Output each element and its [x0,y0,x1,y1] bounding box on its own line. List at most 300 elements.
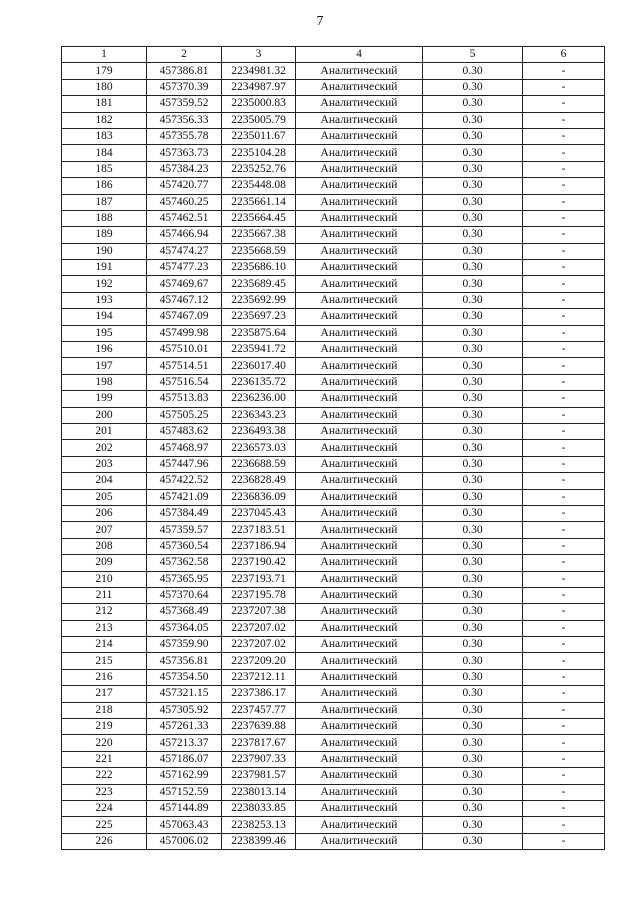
table-cell: - [523,587,605,603]
table-row [62,800,605,816]
table-cell: Аналитический [296,210,423,226]
table-row [62,456,605,472]
table-cell: - [523,276,605,292]
table-cell: Аналитический [296,178,423,194]
table-cell: Аналитический [296,358,423,374]
table-cell: Аналитический [296,555,423,571]
table-cell: 457513.83 [147,391,222,407]
table-cell: 2235104.28 [222,145,296,161]
table-cell: 206 [62,505,147,521]
table-cell: 0.30 [423,800,523,816]
table-cell: 0.30 [423,210,523,226]
table-cell: - [523,161,605,177]
table-cell: Аналитический [296,374,423,390]
table-cell: 457386.81 [147,63,222,79]
column-header: 5 [423,47,523,63]
table-row [62,128,605,144]
table-cell: 212 [62,604,147,620]
table-cell: 457162.99 [147,768,222,784]
table-cell: 2236493.38 [222,423,296,439]
table-cell: 185 [62,161,147,177]
table-row [62,473,605,489]
table-cell: - [523,620,605,636]
coordinates-table [61,46,605,850]
table-row [62,719,605,735]
table-cell: - [523,358,605,374]
table-cell: Аналитический [296,784,423,800]
column-header: 4 [296,47,423,63]
table-cell: 214 [62,637,147,653]
table-cell: 0.30 [423,522,523,538]
table-cell: 457364.05 [147,620,222,636]
table-row [62,194,605,210]
table-cell: 2235689.45 [222,276,296,292]
table-cell: 2237195.78 [222,587,296,603]
table-cell: Аналитический [296,538,423,554]
table-cell: 198 [62,374,147,390]
table-row [62,178,605,194]
table-row [62,407,605,423]
table-cell: Аналитический [296,604,423,620]
table-cell: Аналитический [296,653,423,669]
table-cell: - [523,128,605,144]
table-cell: - [523,719,605,735]
table-cell: - [523,292,605,308]
table-cell: 191 [62,260,147,276]
table-cell: 211 [62,587,147,603]
table-cell: 222 [62,768,147,784]
table-cell: 0.30 [423,292,523,308]
table-cell: 457362.58 [147,555,222,571]
table-cell: 187 [62,194,147,210]
table-cell: 457466.94 [147,227,222,243]
table-cell: 203 [62,456,147,472]
table-cell: 2236236.00 [222,391,296,407]
table-cell: 217 [62,686,147,702]
table-cell: 457420.77 [147,178,222,194]
table-cell: Аналитический [296,833,423,849]
table-cell: Аналитический [296,473,423,489]
table-row [62,751,605,767]
table-row [62,96,605,112]
table-cell: 219 [62,719,147,735]
table-row [62,161,605,177]
table-cell: - [523,522,605,538]
table-cell: Аналитический [296,292,423,308]
table-cell: 2238013.14 [222,784,296,800]
table-cell: 2235664.45 [222,210,296,226]
table-row [62,489,605,505]
table-row [62,210,605,226]
table-cell: 223 [62,784,147,800]
table-cell: 2235448.08 [222,178,296,194]
table-cell: 197 [62,358,147,374]
table-cell: 2237045.43 [222,505,296,521]
table-cell: Аналитический [296,145,423,161]
table-cell: 0.30 [423,112,523,128]
table-row [62,260,605,276]
table-body [62,63,605,850]
table-cell: 457510.01 [147,342,222,358]
table-cell: 196 [62,342,147,358]
table-cell: 0.30 [423,145,523,161]
table-cell: 220 [62,735,147,751]
table-cell: 202 [62,440,147,456]
table-row [62,587,605,603]
table-row [62,63,605,79]
table-cell: - [523,637,605,653]
table-row [62,79,605,95]
table-cell: 457462.51 [147,210,222,226]
table-cell: 2234987.97 [222,79,296,95]
table-row [62,145,605,161]
table-cell: Аналитический [296,768,423,784]
table-cell: 0.30 [423,391,523,407]
table-cell: 0.30 [423,456,523,472]
table-cell: 457467.12 [147,292,222,308]
table-cell: Аналитический [296,800,423,816]
table-cell: Аналитический [296,735,423,751]
table-cell: 457468.97 [147,440,222,456]
table-cell: 0.30 [423,423,523,439]
table-cell: Аналитический [296,194,423,210]
table-cell: 457144.89 [147,800,222,816]
table-cell: 180 [62,79,147,95]
table-cell: Аналитический [296,620,423,636]
table-cell: 0.30 [423,260,523,276]
table-cell: 226 [62,833,147,849]
table-cell: 0.30 [423,309,523,325]
table-row [62,342,605,358]
table-cell: - [523,96,605,112]
table-row [62,391,605,407]
table-cell: 2235011.67 [222,128,296,144]
table-cell: Аналитический [296,522,423,538]
table-cell: Аналитический [296,702,423,718]
table-cell: Аналитический [296,423,423,439]
table-row [62,637,605,653]
table-cell: 0.30 [423,571,523,587]
table-row [62,325,605,341]
table-cell: - [523,440,605,456]
table-cell: 0.30 [423,604,523,620]
table-cell: - [523,571,605,587]
table-cell: 0.30 [423,79,523,95]
table-cell: 2235252.76 [222,161,296,177]
table-cell: 2236828.49 [222,473,296,489]
table-cell: 457356.81 [147,653,222,669]
table-cell: - [523,374,605,390]
table-cell: 457447.96 [147,456,222,472]
table-row [62,292,605,308]
table-cell: - [523,63,605,79]
table-cell: 2237207.02 [222,637,296,653]
table-cell: 225 [62,817,147,833]
table-cell: 2235661.14 [222,194,296,210]
table-cell: 457469.67 [147,276,222,292]
table-cell: 2235692.99 [222,292,296,308]
table-cell: - [523,768,605,784]
table-cell: 182 [62,112,147,128]
table-cell: 457359.90 [147,637,222,653]
table-cell: 2235005.79 [222,112,296,128]
table-cell: 457063.43 [147,817,222,833]
table-cell: 457152.59 [147,784,222,800]
table-cell: - [523,79,605,95]
table-cell: 0.30 [423,505,523,521]
table-cell: 0.30 [423,178,523,194]
table-row [62,227,605,243]
table-cell: 457363.73 [147,145,222,161]
table-cell: 2237209.20 [222,653,296,669]
table-cell: 199 [62,391,147,407]
table-cell: - [523,243,605,259]
table-cell: - [523,194,605,210]
table-cell: 0.30 [423,407,523,423]
table-cell: Аналитический [296,571,423,587]
table-cell: 2234981.32 [222,63,296,79]
table-cell: 0.30 [423,784,523,800]
table-cell: Аналитический [296,342,423,358]
table-cell: 218 [62,702,147,718]
table-cell: 457359.57 [147,522,222,538]
table-cell: Аналитический [296,309,423,325]
table-row [62,620,605,636]
table-row [62,735,605,751]
table-cell: Аналитический [296,719,423,735]
table-cell: Аналитический [296,489,423,505]
table-cell: 2235000.83 [222,96,296,112]
table-cell: 181 [62,96,147,112]
table-cell: - [523,669,605,685]
table-cell: 224 [62,800,147,816]
table-cell: 188 [62,210,147,226]
table-cell: 2237183.51 [222,522,296,538]
table-cell: 0.30 [423,440,523,456]
table-cell: 457474.27 [147,243,222,259]
column-header: 3 [222,47,296,63]
table-cell: - [523,784,605,800]
table-cell: - [523,456,605,472]
table-cell: 457516.54 [147,374,222,390]
table-cell: Аналитический [296,440,423,456]
table-cell: - [523,833,605,849]
table-cell: 457368.49 [147,604,222,620]
table-cell: Аналитический [296,96,423,112]
table-row [62,374,605,390]
table-cell: Аналитический [296,669,423,685]
table-cell: - [523,604,605,620]
table-cell: - [523,555,605,571]
table-cell: 0.30 [423,751,523,767]
table-cell: - [523,489,605,505]
table-cell: 0.30 [423,63,523,79]
table-cell: 0.30 [423,325,523,341]
table-cell: Аналитический [296,161,423,177]
table-cell: 0.30 [423,243,523,259]
table-cell: 2235668.59 [222,243,296,259]
table-cell: 194 [62,309,147,325]
table-cell: 457186.07 [147,751,222,767]
table-cell: 0.30 [423,833,523,849]
table-row [62,768,605,784]
table-cell: 209 [62,555,147,571]
table-cell: 457354.50 [147,669,222,685]
table-cell: 457422.52 [147,473,222,489]
table-row [62,669,605,685]
table-cell: 457384.49 [147,505,222,521]
table-cell: Аналитический [296,112,423,128]
table-cell: 2236135.72 [222,374,296,390]
table-row [62,571,605,587]
table-cell: - [523,178,605,194]
table-cell: 192 [62,276,147,292]
table-cell: - [523,505,605,521]
table-cell: Аналитический [296,407,423,423]
table-cell: 0.30 [423,128,523,144]
table-cell: 2237207.02 [222,620,296,636]
table-cell: 179 [62,63,147,79]
table-cell: 201 [62,423,147,439]
table-row [62,309,605,325]
table-cell: 2236573.03 [222,440,296,456]
table-cell: - [523,407,605,423]
table-cell: 457370.39 [147,79,222,95]
table-cell: - [523,735,605,751]
table-cell: 0.30 [423,669,523,685]
table-cell: 457305.92 [147,702,222,718]
table-cell: - [523,309,605,325]
table-cell: 457499.98 [147,325,222,341]
table-cell: 0.30 [423,817,523,833]
table-cell: 0.30 [423,686,523,702]
table-cell: 208 [62,538,147,554]
table-cell: - [523,473,605,489]
table-cell: Аналитический [296,505,423,521]
table-cell: 0.30 [423,473,523,489]
table-row [62,784,605,800]
table-cell: 184 [62,145,147,161]
table-cell: 2237907.33 [222,751,296,767]
table-cell: 457477.23 [147,260,222,276]
table-cell: 193 [62,292,147,308]
page-number: 7 [316,14,324,29]
table-cell: 2237212.11 [222,669,296,685]
table-cell: 0.30 [423,227,523,243]
table-cell: 204 [62,473,147,489]
table-cell: - [523,342,605,358]
table-row [62,276,605,292]
table-cell: 186 [62,178,147,194]
table-cell: 2237207.38 [222,604,296,620]
table-row [62,112,605,128]
table-cell: 2237386.17 [222,686,296,702]
table-cell: 457460.25 [147,194,222,210]
table-cell: 2235667.38 [222,227,296,243]
table-cell: 457421.09 [147,489,222,505]
table-cell: 457356.33 [147,112,222,128]
table-cell: 0.30 [423,489,523,505]
table-cell: Аналитический [296,817,423,833]
table-cell: 457355.78 [147,128,222,144]
table-row [62,604,605,620]
table-cell: 0.30 [423,276,523,292]
table-cell: 2235686.10 [222,260,296,276]
table-cell: 457359.52 [147,96,222,112]
table-cell: 2237457.77 [222,702,296,718]
table-cell: 0.30 [423,161,523,177]
table-cell: - [523,145,605,161]
table-row [62,702,605,718]
table-cell: 0.30 [423,96,523,112]
table-cell: 0.30 [423,653,523,669]
table-cell: 0.30 [423,768,523,784]
table-cell: 2237186.94 [222,538,296,554]
table-cell: Аналитический [296,63,423,79]
table-row [62,243,605,259]
table-cell: - [523,423,605,439]
table-cell: - [523,686,605,702]
table-cell: 0.30 [423,555,523,571]
table-cell: Аналитический [296,260,423,276]
table-cell: 0.30 [423,719,523,735]
table-cell: 0.30 [423,374,523,390]
table-cell: 0.30 [423,637,523,653]
table-row [62,423,605,439]
table-cell: Аналитический [296,243,423,259]
table-cell: Аналитический [296,686,423,702]
table-cell: 2237190.42 [222,555,296,571]
table-cell: 0.30 [423,587,523,603]
table-cell: 0.30 [423,735,523,751]
table-cell: - [523,391,605,407]
table-row [62,653,605,669]
table-cell: 457365.95 [147,571,222,587]
table-cell: Аналитический [296,227,423,243]
table-cell: 213 [62,620,147,636]
table-cell: 2236017.40 [222,358,296,374]
column-header: 6 [523,47,605,63]
table-cell: Аналитический [296,751,423,767]
table-cell: 457467.09 [147,309,222,325]
table-cell: - [523,227,605,243]
table-cell: 2237981.57 [222,768,296,784]
table-cell: 457483.62 [147,423,222,439]
table-cell: 2238399.46 [222,833,296,849]
table-cell: 2235875.64 [222,325,296,341]
table-cell: 2236836.09 [222,489,296,505]
table-cell: - [523,751,605,767]
table-cell: 457213.37 [147,735,222,751]
table-cell: 2235941.72 [222,342,296,358]
table-cell: - [523,800,605,816]
table-cell: 457006.02 [147,833,222,849]
table-row [62,833,605,849]
table-cell: Аналитический [296,456,423,472]
table-cell: 457514.51 [147,358,222,374]
table-row [62,440,605,456]
table-cell: 0.30 [423,358,523,374]
table-cell: Аналитический [296,79,423,95]
table-cell: - [523,210,605,226]
table-cell: 457261.33 [147,719,222,735]
table-cell: 221 [62,751,147,767]
table-row [62,522,605,538]
table-cell: 0.30 [423,538,523,554]
table-row [62,817,605,833]
table-cell: 207 [62,522,147,538]
table-cell: 215 [62,653,147,669]
